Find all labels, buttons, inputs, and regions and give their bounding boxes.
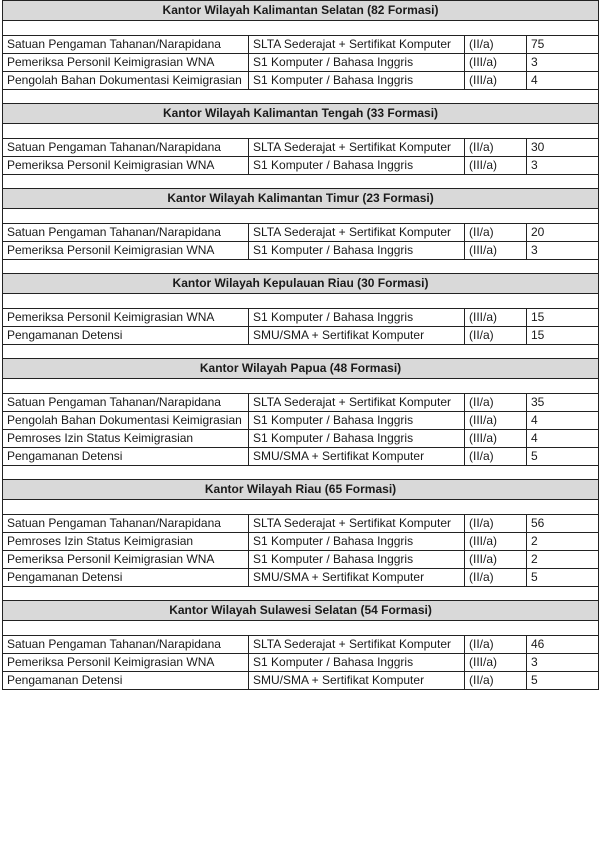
count-cell: 46 [527, 636, 599, 654]
grade-cell: (III/a) [465, 533, 527, 551]
section-title: Kantor Wilayah Kalimantan Selatan (82 Formasi) [3, 1, 599, 21]
grade-cell: (II/a) [465, 224, 527, 242]
grade-cell: (II/a) [465, 448, 527, 466]
blank-row [3, 621, 599, 636]
blank-row [3, 209, 599, 224]
grade-cell: (II/a) [465, 394, 527, 412]
position-cell: Pemeriksa Personil Keimigrasian WNA [3, 157, 249, 175]
qualification-cell: S1 Komputer / Bahasa Inggris [249, 533, 465, 551]
qualification-cell: SMU/SMA + Sertifikat Komputer [249, 569, 465, 587]
position-cell: Pemeriksa Personil Keimigrasian WNA [3, 309, 249, 327]
position-cell: Pemeriksa Personil Keimigrasian WNA [3, 242, 249, 260]
section-separator [3, 90, 599, 104]
table-row [3, 569, 599, 587]
grade-cell: (II/a) [465, 636, 527, 654]
count-cell: 5 [527, 448, 599, 466]
qualification-cell: SLTA Sederajat + Sertifikat Komputer [249, 36, 465, 54]
section-title: Kantor Wilayah Kalimantan Tengah (33 Formasi) [3, 104, 599, 124]
grade-cell: (III/a) [465, 309, 527, 327]
count-cell: 2 [527, 551, 599, 569]
grade-cell: (II/a) [465, 36, 527, 54]
position-cell: Pemroses Izin Status Keimigrasian [3, 430, 249, 448]
formation-table [2, 0, 599, 690]
blank-row [3, 124, 599, 139]
qualification-cell: S1 Komputer / Bahasa Inggris [249, 412, 465, 430]
count-cell: 75 [527, 36, 599, 54]
position-cell: Pemroses Izin Status Keimigrasian [3, 533, 249, 551]
section-header [3, 189, 599, 209]
grade-cell: (III/a) [465, 654, 527, 672]
position-cell: Satuan Pengaman Tahanan/Narapidana [3, 224, 249, 242]
table-row [3, 551, 599, 569]
table-row [3, 309, 599, 327]
section-header [3, 601, 599, 621]
section-title: Kantor Wilayah Riau (65 Formasi) [3, 480, 599, 500]
qualification-cell: SLTA Sederajat + Sertifikat Komputer [249, 224, 465, 242]
count-cell: 4 [527, 430, 599, 448]
qualification-cell: S1 Komputer / Bahasa Inggris [249, 72, 465, 90]
table-row [3, 430, 599, 448]
count-cell: 4 [527, 412, 599, 430]
position-cell: Satuan Pengaman Tahanan/Narapidana [3, 394, 249, 412]
section-separator [3, 587, 599, 601]
grade-cell: (II/a) [465, 139, 527, 157]
table-row [3, 636, 599, 654]
count-cell: 20 [527, 224, 599, 242]
table-row [3, 242, 599, 260]
grade-cell: (III/a) [465, 412, 527, 430]
position-cell: Pengamanan Detensi [3, 569, 249, 587]
blank-row [3, 21, 599, 36]
section-header [3, 1, 599, 21]
table-row [3, 139, 599, 157]
section-separator [3, 175, 599, 189]
table-row [3, 224, 599, 242]
blank-row [3, 500, 599, 515]
grade-cell: (III/a) [465, 157, 527, 175]
qualification-cell: SMU/SMA + Sertifikat Komputer [249, 327, 465, 345]
section-title: Kantor Wilayah Kepulauan Riau (30 Formasi) [3, 274, 599, 294]
count-cell: 3 [527, 654, 599, 672]
blank-row [3, 379, 599, 394]
table-row [3, 515, 599, 533]
grade-cell: (III/a) [465, 54, 527, 72]
section-title: Kantor Wilayah Kalimantan Timur (23 Formasi) [3, 189, 599, 209]
table-row [3, 394, 599, 412]
section-separator [3, 260, 599, 274]
table-row [3, 327, 599, 345]
qualification-cell: S1 Komputer / Bahasa Inggris [249, 430, 465, 448]
table-row [3, 157, 599, 175]
qualification-cell: S1 Komputer / Bahasa Inggris [249, 54, 465, 72]
count-cell: 15 [527, 309, 599, 327]
grade-cell: (III/a) [465, 551, 527, 569]
count-cell: 30 [527, 139, 599, 157]
count-cell: 15 [527, 327, 599, 345]
section-title: Kantor Wilayah Sulawesi Selatan (54 Formasi) [3, 601, 599, 621]
count-cell: 3 [527, 157, 599, 175]
grade-cell: (II/a) [465, 672, 527, 690]
table-row [3, 654, 599, 672]
position-cell: Satuan Pengaman Tahanan/Narapidana [3, 636, 249, 654]
position-cell: Pemeriksa Personil Keimigrasian WNA [3, 551, 249, 569]
count-cell: 4 [527, 72, 599, 90]
position-cell: Pemeriksa Personil Keimigrasian WNA [3, 54, 249, 72]
count-cell: 5 [527, 672, 599, 690]
table-row [3, 54, 599, 72]
section-header [3, 480, 599, 500]
section-title: Kantor Wilayah Papua (48 Formasi) [3, 359, 599, 379]
position-cell: Satuan Pengaman Tahanan/Narapidana [3, 36, 249, 54]
qualification-cell: S1 Komputer / Bahasa Inggris [249, 157, 465, 175]
qualification-cell: S1 Komputer / Bahasa Inggris [249, 654, 465, 672]
position-cell: Pengolah Bahan Dokumentasi Keimigrasian [3, 412, 249, 430]
count-cell: 35 [527, 394, 599, 412]
position-cell: Pengolah Bahan Dokumentasi Keimigrasian [3, 72, 249, 90]
table-row [3, 533, 599, 551]
grade-cell: (III/a) [465, 430, 527, 448]
qualification-cell: SMU/SMA + Sertifikat Komputer [249, 448, 465, 466]
qualification-cell: SLTA Sederajat + Sertifikat Komputer [249, 139, 465, 157]
qualification-cell: SLTA Sederajat + Sertifikat Komputer [249, 394, 465, 412]
blank-row [3, 294, 599, 309]
qualification-cell: S1 Komputer / Bahasa Inggris [249, 551, 465, 569]
count-cell: 56 [527, 515, 599, 533]
position-cell: Pemeriksa Personil Keimigrasian WNA [3, 654, 249, 672]
count-cell: 5 [527, 569, 599, 587]
qualification-cell: S1 Komputer / Bahasa Inggris [249, 242, 465, 260]
grade-cell: (II/a) [465, 327, 527, 345]
count-cell: 3 [527, 54, 599, 72]
section-header [3, 104, 599, 124]
qualification-cell: SLTA Sederajat + Sertifikat Komputer [249, 515, 465, 533]
section-header [3, 359, 599, 379]
table-row [3, 412, 599, 430]
table-row [3, 672, 599, 690]
section-separator [3, 345, 599, 359]
section-separator [3, 466, 599, 480]
grade-cell: (III/a) [465, 242, 527, 260]
position-cell: Satuan Pengaman Tahanan/Narapidana [3, 515, 249, 533]
position-cell: Satuan Pengaman Tahanan/Narapidana [3, 139, 249, 157]
table-row [3, 36, 599, 54]
table-row [3, 72, 599, 90]
count-cell: 2 [527, 533, 599, 551]
position-cell: Pengamanan Detensi [3, 672, 249, 690]
qualification-cell: S1 Komputer / Bahasa Inggris [249, 309, 465, 327]
table-row [3, 448, 599, 466]
qualification-cell: SMU/SMA + Sertifikat Komputer [249, 672, 465, 690]
grade-cell: (II/a) [465, 569, 527, 587]
section-header [3, 274, 599, 294]
count-cell: 3 [527, 242, 599, 260]
position-cell: Pengamanan Detensi [3, 448, 249, 466]
grade-cell: (II/a) [465, 515, 527, 533]
qualification-cell: SLTA Sederajat + Sertifikat Komputer [249, 636, 465, 654]
formation-table-body [3, 1, 599, 690]
grade-cell: (III/a) [465, 72, 527, 90]
position-cell: Pengamanan Detensi [3, 327, 249, 345]
